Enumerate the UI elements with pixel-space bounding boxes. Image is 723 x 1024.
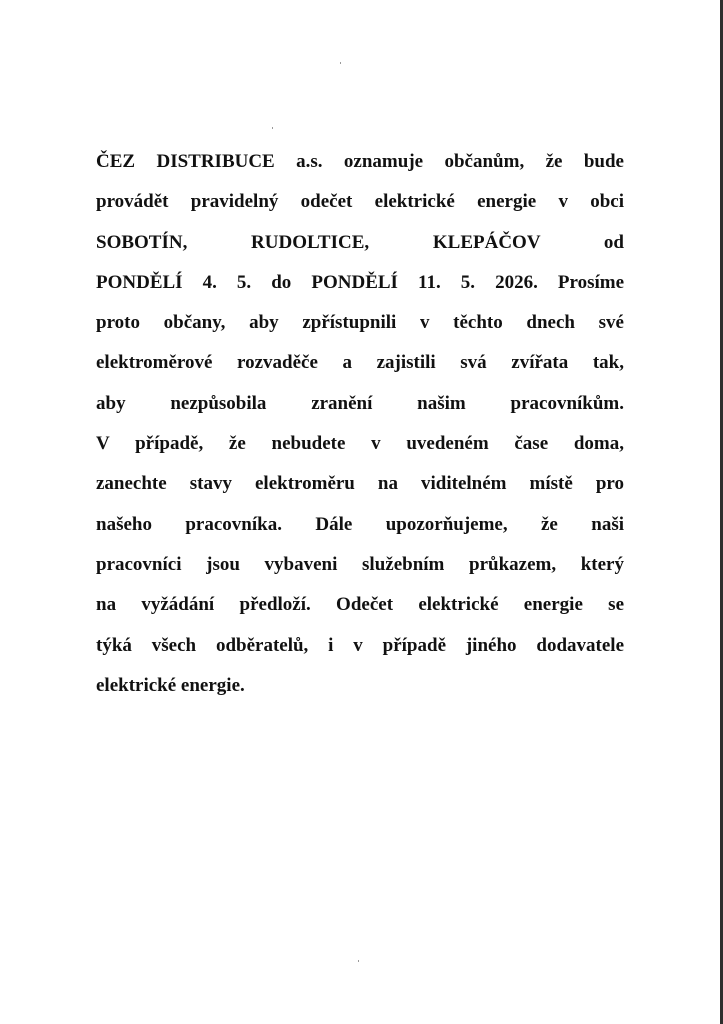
paragraph-line: elektroměrové rozvaděče a zajistili svá zvířata tak,: [96, 352, 624, 374]
paragraph-line: našeho pracovníka. Dále upozorňujeme, že naši: [96, 513, 624, 535]
paragraph-line: elektrické energie.: [96, 674, 245, 696]
scan-speck: [358, 960, 359, 962]
paragraph-line: aby nezpůsobila zranění našim pracovníkům.: [96, 392, 624, 414]
paragraph-line: ČEZ DISTRIBUCE a.s. oznamuje občanům, že bude: [96, 151, 624, 172]
scan-speck: [272, 127, 273, 129]
scan-speck: [340, 62, 341, 64]
paragraph-line: provádět pravidelný odečet elektrické energie v obci: [96, 191, 624, 213]
paragraph-line: zanechte stavy elektroměru na viditelném místě pro: [96, 473, 624, 495]
paragraph-line: PONDĚLÍ 4. 5. do PONDĚLÍ 11. 5. 2026. Prosíme: [96, 271, 624, 293]
paragraph-line: SOBOTÍN, RUDOLTICE, KLEPÁČOV od: [96, 231, 624, 253]
paragraph-line: pracovníci jsou vybaveni služebním průkazem, který: [96, 553, 624, 575]
announcement-paragraph: [96, 142, 624, 706]
paragraph-line: proto občany, aby zpřístupnili v těchto dnech své: [96, 312, 624, 334]
paragraph-line: týká všech odběratelů, i v případě jiného dodavatele: [96, 634, 624, 656]
paragraph-line: V případě, že nebudete v uvedeném čase doma,: [96, 433, 624, 455]
paragraph-line: na vyžádání předloží. Odečet elektrické energie se: [96, 594, 624, 616]
